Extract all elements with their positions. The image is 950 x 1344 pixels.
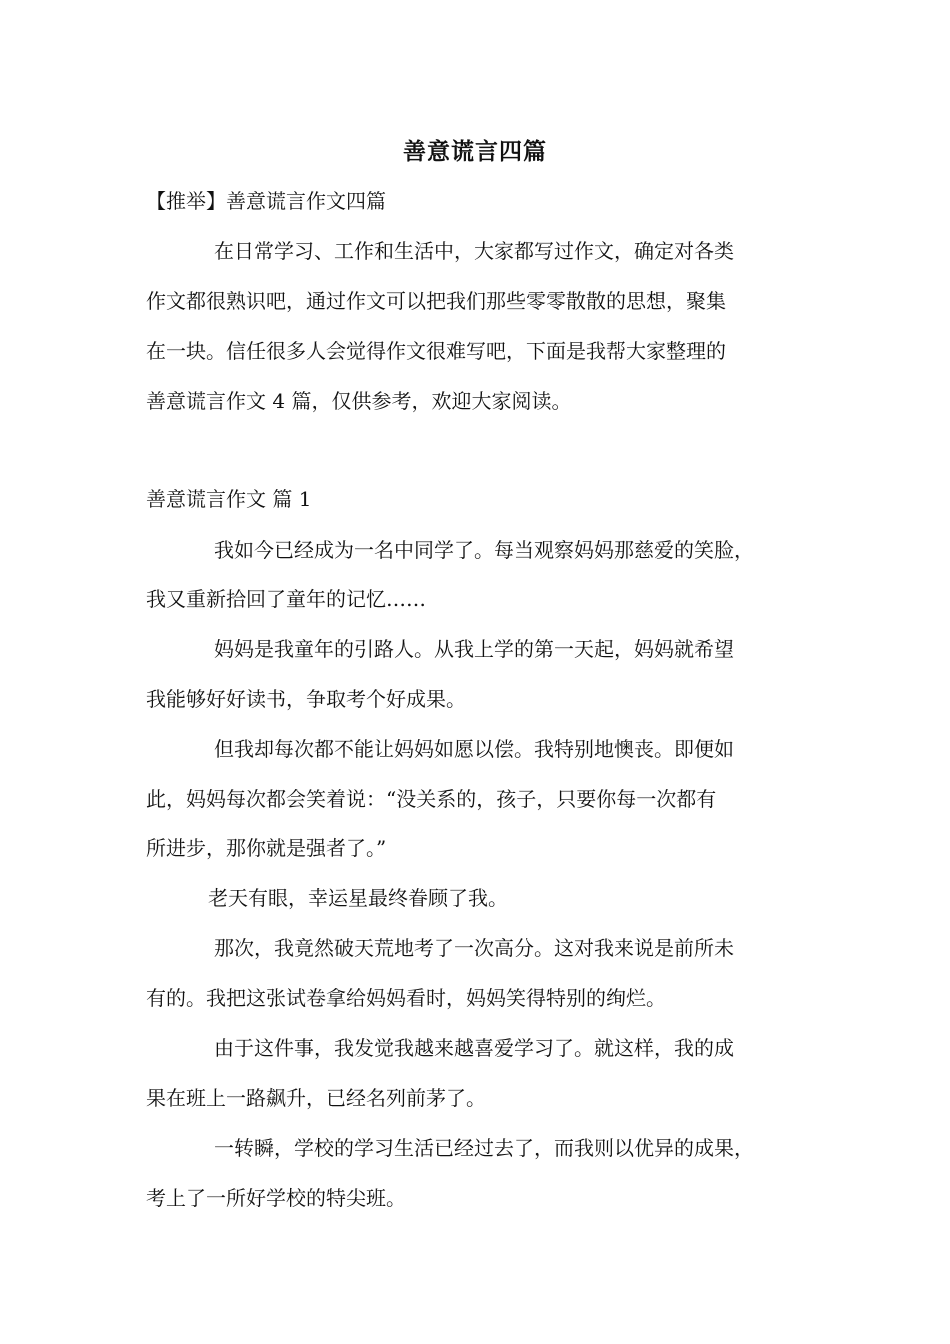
intro-paragraph-line: 在一块。信任很多人会觉得作文很难写吧，下面是我帮大家整理的 xyxy=(146,339,726,363)
intro-paragraph-line: 在日常学习、工作和生活中，大家都写过作文，确定对各类 xyxy=(214,239,734,263)
intro-paragraph-line: 作文都很熟识吧，通过作文可以把我们那些零零散散的思想，聚集 xyxy=(146,289,726,313)
body-paragraph-line: 有的。我把这张试卷拿给妈妈看时，妈妈笑得特别的绚烂。 xyxy=(146,986,666,1010)
body-paragraph-line: 我又重新拾回了童年的记忆…… xyxy=(146,587,426,611)
body-paragraph-line: 但我却每次都不能让妈妈如愿以偿。我特别地懊丧。即便如 xyxy=(214,737,734,761)
body-paragraph-line: 考上了一所好学校的特尖班。 xyxy=(146,1186,406,1210)
body-paragraph-line: 所进步，那你就是强者了。” xyxy=(146,836,387,860)
body-paragraph-line: 此，妈妈每次都会笑着说：“没关系的，孩子，只要你每一次都有 xyxy=(146,787,717,811)
body-paragraph-line: 果在班上一路飙升，已经名列前茅了。 xyxy=(146,1086,486,1110)
intro-paragraph-line: 善意谎言作文 4 篇，仅供参考，欢迎大家阅读。 xyxy=(146,389,572,413)
body-paragraph-line: 由于这件事，我发觉我越来越喜爱学习了。就这样，我的成 xyxy=(214,1036,734,1060)
section-heading: 善意谎言作文 篇 1 xyxy=(146,487,312,511)
body-paragraph-line: 老天有眼，幸运星最终眷顾了我。 xyxy=(208,886,508,910)
body-paragraph-line: 那次，我竟然破天荒地考了一次高分。这对我来说是前所未 xyxy=(214,936,734,960)
document-title: 善意谎言四篇 xyxy=(403,138,547,165)
body-paragraph-line: 我如今已经成为一名中同学了。每当观察妈妈那慈爱的笑脸， xyxy=(214,538,754,562)
body-paragraph-line: 一转瞬，学校的学习生活已经过去了，而我则以优异的成果， xyxy=(214,1136,754,1160)
document-subtitle: 【推举】善意谎言作文四篇 xyxy=(146,189,386,213)
body-paragraph-line: 我能够好好读书，争取考个好成果。 xyxy=(146,687,466,711)
body-paragraph-line: 妈妈是我童年的引路人。从我上学的第一天起，妈妈就希望 xyxy=(214,637,734,661)
